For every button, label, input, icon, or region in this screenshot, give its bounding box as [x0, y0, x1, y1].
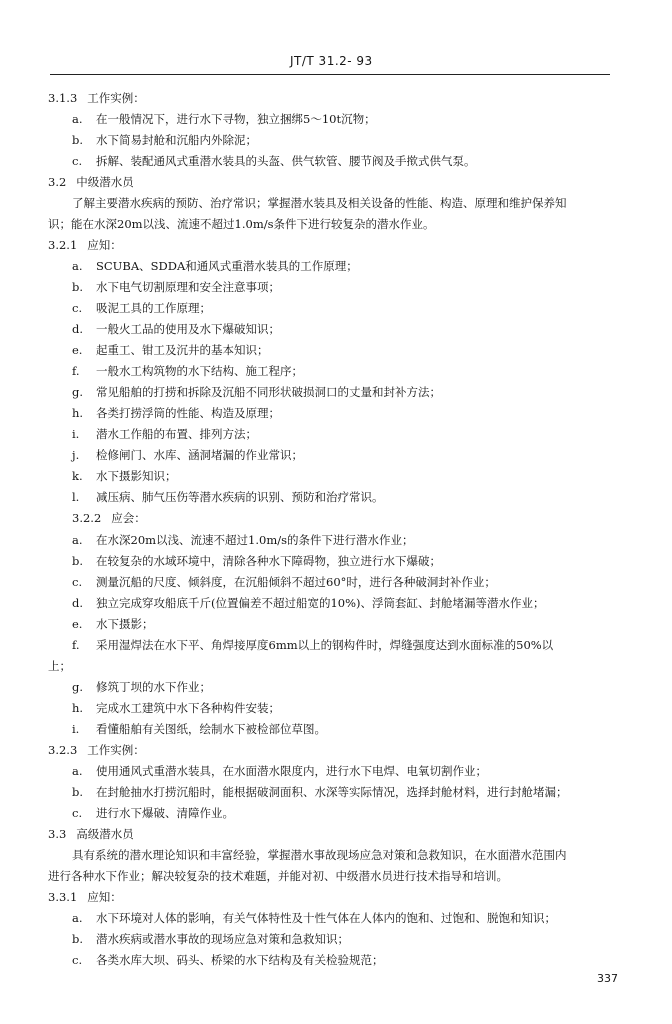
list-text: 水下摄影知识；	[96, 469, 177, 483]
list-marker: f.	[72, 638, 80, 652]
list-marker: b.	[72, 554, 84, 568]
list-text: 潜水疾病或潜水事故的现场应急对策和急救知识；	[96, 932, 349, 946]
list-text: 各类打捞浮筒的性能、构造及原理；	[96, 406, 280, 420]
list-item	[72, 635, 553, 655]
list-item	[72, 340, 269, 360]
list-item	[72, 551, 441, 571]
clause-title: 应会：	[111, 511, 146, 525]
list-marker: c.	[72, 301, 83, 315]
list-marker: a.	[72, 259, 83, 273]
list-item	[72, 614, 154, 634]
list-marker: c.	[72, 154, 83, 168]
list-marker: k.	[72, 469, 83, 483]
list-marker: e.	[72, 617, 83, 631]
list-item	[72, 487, 384, 507]
list-item	[72, 277, 280, 297]
list-item	[72, 130, 257, 150]
list-text: 减压病、肺气压伤等潜水疾病的识别、预防和治疗常识。	[96, 490, 384, 504]
clause-number: 3.2.2	[72, 511, 102, 525]
list-text: 在封舱抽水打捞沉船时，能根据破洞面积、水深等实际情况，选择封舱材料，进行封舱堵漏；	[96, 785, 568, 799]
list-item	[72, 698, 280, 718]
list-item	[72, 530, 414, 550]
list-marker: d.	[72, 596, 84, 610]
list-marker: b.	[72, 785, 84, 799]
list-marker: l.	[72, 490, 80, 504]
list-item	[72, 109, 376, 129]
list-marker: d.	[72, 322, 84, 336]
list-item	[72, 382, 441, 402]
paragraph-line: 进行各种水下作业；解决较复杂的技术难题，并能对初、中级潜水员进行技术指导和培训。	[48, 869, 508, 883]
list-text: 各类水库大坝、码头、桥梁的水下结构及有关检验规范；	[96, 953, 384, 967]
list-marker: a.	[72, 112, 83, 126]
list-item	[72, 445, 303, 465]
list-marker: h.	[72, 701, 84, 715]
list-item	[72, 361, 303, 381]
clause-number: 3.2.1	[48, 238, 78, 252]
section-title: 高级潜水员	[76, 827, 134, 841]
list-text: 测量沉船的尺度、倾斜度，在沉船倾斜不超过60°时，进行各种破洞封补作业；	[96, 575, 496, 589]
standard-code: JT/T 31.2- 93	[290, 54, 373, 68]
list-text: 完成水工建筑中水下各种构件安装；	[96, 701, 280, 715]
list-text: 看懂船舶有关图纸，绘制水下被检部位草图。	[96, 722, 326, 736]
list-item	[72, 403, 280, 423]
page-header	[0, 50, 672, 80]
list-text: 一般水工构筑物的水下结构、施工程序；	[96, 364, 303, 378]
list-marker: f.	[72, 364, 80, 378]
list-marker: j.	[72, 448, 80, 462]
list-text: 水下环境对人体的影响，有关气体特性及十性气体在人体内的饱和、过饱和、脱饱和知识；	[96, 911, 556, 925]
list-item	[72, 803, 234, 823]
list-marker: a.	[72, 533, 83, 547]
list-item	[72, 761, 487, 781]
clause-heading	[72, 508, 146, 528]
list-item	[72, 593, 545, 613]
list-marker: i.	[72, 722, 80, 736]
list-text: 进行水下爆破、清障作业。	[96, 806, 234, 820]
clause-heading	[48, 88, 145, 108]
section-number: 3.3	[48, 827, 67, 841]
list-marker: b.	[72, 133, 84, 147]
list-item	[72, 719, 326, 739]
list-item	[72, 677, 211, 697]
list-text: 在水深20m以浅、流速不超过1.0m/s的条件下进行潜水作业；	[96, 533, 414, 547]
section-heading	[48, 172, 134, 192]
clause-heading	[48, 887, 122, 907]
paragraph-line: 上；	[48, 659, 71, 673]
list-text: 吸泥工具的工作原理；	[96, 301, 211, 315]
list-text: 潜水工作船的布置、排列方法；	[96, 427, 257, 441]
list-text: 在较复杂的水域环境中，清除各种水下障碍物，独立进行水下爆破；	[96, 554, 441, 568]
list-text: 水下电气切割原理和安全注意事项；	[96, 280, 280, 294]
list-marker: a.	[72, 764, 83, 778]
section-number: 3.2	[48, 175, 67, 189]
paragraph-line: 识；能在水深20m以浅、流速不超过1.0m/s条件下进行较复杂的潜水作业。	[48, 217, 435, 231]
list-item	[72, 298, 211, 318]
list-item	[72, 929, 349, 949]
clause-heading	[48, 740, 145, 760]
list-marker: g.	[72, 385, 84, 399]
clause-title: 工作实例：	[87, 91, 145, 105]
list-item	[72, 466, 177, 486]
list-marker: h.	[72, 406, 84, 420]
list-item	[72, 256, 358, 276]
clause-heading	[48, 235, 122, 255]
clause-number: 3.1.3	[48, 91, 78, 105]
list-text: 采用湿焊法在水下平、角焊接厚度6mm以上的钢构件时，焊缝强度达到水面标准的50%以	[96, 638, 554, 652]
list-item	[72, 572, 496, 592]
list-text: 常见船舶的打捞和拆除及沉船不同形状破损洞口的丈量和封补方法；	[96, 385, 441, 399]
list-text: 检修闸门、水库、涵洞堵漏的作业常识；	[96, 448, 303, 462]
clause-number: 3.3.1	[48, 890, 78, 904]
list-marker: c.	[72, 575, 83, 589]
list-marker: i.	[72, 427, 80, 441]
list-item	[72, 424, 257, 444]
list-item	[72, 782, 568, 802]
list-text: 修筑丁坝的水下作业；	[96, 680, 211, 694]
list-text: 水下简易封舱和沉船内外除泥；	[96, 133, 257, 147]
header-rule	[50, 74, 610, 75]
clause-number: 3.2.3	[48, 743, 78, 757]
list-text: 一般火工品的使用及水下爆破知识；	[96, 322, 280, 336]
list-item	[72, 319, 280, 339]
list-marker: c.	[72, 806, 83, 820]
list-item	[72, 151, 476, 171]
clause-title: 应知：	[87, 890, 122, 904]
list-text: 在一般情况下，进行水下寻物，独立捆绑5～10t沉物；	[96, 112, 376, 126]
list-item	[72, 908, 556, 928]
list-marker: a.	[72, 911, 83, 925]
list-marker: g.	[72, 680, 84, 694]
list-text: 水下摄影；	[96, 617, 154, 631]
list-item	[72, 950, 384, 970]
list-marker: c.	[72, 953, 83, 967]
paragraph-line: 具有系统的潜水理论知识和丰富经验，掌握潜水事故现场应急对策和急救知识，在水面潜水范围内	[72, 848, 567, 862]
list-text: SCUBA、SDDA和通风式重潜水装具的工作原理；	[96, 259, 358, 273]
list-text: 使用通风式重潜水装具，在水面潜水限度内，进行水下电焊、电氧切割作业；	[96, 764, 487, 778]
paragraph-line: 了解主要潜水疾病的预防、治疗常识；掌握潜水装具及相关设备的性能、构造、原理和维护保养知	[72, 196, 567, 210]
section-heading	[48, 824, 134, 844]
list-marker: e.	[72, 343, 83, 357]
section-title: 中级潜水员	[76, 175, 134, 189]
list-text: 拆解、装配通风式重潜水装具的头盔、供气软管、腰节阀及手揿式供气泵。	[96, 154, 476, 168]
list-marker: b.	[72, 932, 84, 946]
clause-title: 应知：	[87, 238, 122, 252]
list-marker: b.	[72, 280, 84, 294]
list-text: 独立完成穿攻船底千斤(位置偏差不超过船宽的10%)、浮筒套缸、封舱堵漏等潜水作业；	[96, 596, 545, 610]
clause-title: 工作实例：	[87, 743, 145, 757]
list-text: 起重工、钳工及沉井的基本知识；	[96, 343, 269, 357]
page-number: 337	[597, 972, 618, 985]
